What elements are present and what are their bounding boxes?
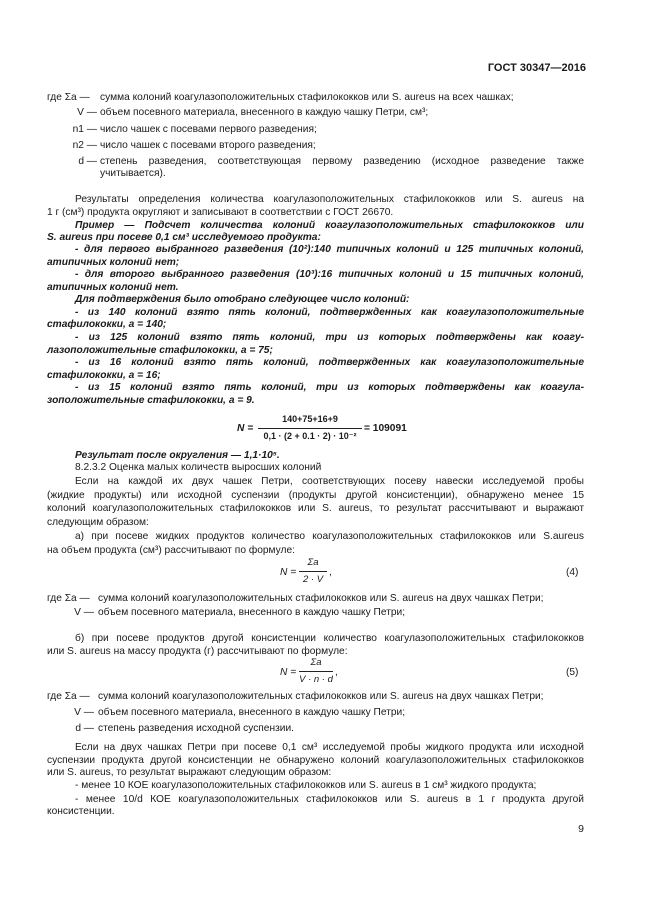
def-text: степень разведения, соответствующая первому разведению (исходное разведение также bbox=[100, 156, 584, 167]
formula-denominator: V · n · d bbox=[299, 674, 333, 685]
def-symbol: где Σa — bbox=[47, 691, 90, 702]
paragraph-line: консистенции. bbox=[47, 806, 115, 817]
paragraph-line: суспензии продукта другой консистенции не обнаружено колоний коагулазоположительных стафилококков bbox=[47, 755, 584, 766]
def-text: сумма колоний коагулазоположительных стафилококков или S. aureus на двух чашках Петри; bbox=[98, 691, 544, 702]
def-symbol: где Σa — bbox=[47, 593, 90, 604]
def-text: объем посевного материала, внесенного в каждую чашку Петри; bbox=[98, 607, 406, 618]
def-text: число чашек с посевами первого разведения; bbox=[100, 124, 317, 135]
paragraph-line: - менее 10 КОЕ коагулазоположительных стафилококков или S. aureus в 1 см³ жидкого продукта; bbox=[75, 780, 537, 791]
formula-numerator: Σa bbox=[310, 657, 322, 668]
example-line: стафилококки, a = 16; bbox=[47, 370, 161, 381]
section-title: 8.2.3.2 Оценка малых количеств выросших колоний bbox=[75, 462, 322, 473]
example-line: - из 125 колоний взято пять колоний, три из которых подтверждены как коагу- bbox=[75, 332, 584, 343]
example-line: S. aureus при посеве 0,1 см³ исследуемого продукта: bbox=[47, 232, 321, 243]
paragraph-line: Результаты определения количества коагулазоположительных стафилококков или S. aureus на bbox=[75, 194, 584, 205]
fraction-bar bbox=[299, 671, 333, 672]
example-line: Для подтверждения было отобрано следующее число колоний: bbox=[75, 294, 410, 305]
fraction-bar bbox=[258, 428, 362, 429]
example-line: - для первого выбранного разведения (10²):140 типичных колоний и 125 типичных колоний, bbox=[75, 244, 584, 255]
def-symbol: d — bbox=[78, 156, 97, 167]
example-line: - из 15 колоний взято пять колоний, три из которых подтверждены как коагула- bbox=[75, 382, 584, 393]
paragraph-line: (жидкие продукты) или исходной суспензии (продукты другой консистенции), обнаружено менее 15 bbox=[47, 490, 584, 501]
def-symbol: n2 — bbox=[72, 140, 97, 151]
paragraph-line: или S. aureus, то результат выражают следующим образом: bbox=[47, 767, 332, 778]
formula-lhs: N = bbox=[237, 423, 254, 434]
standard-header: ГОСТ 30347—2016 bbox=[487, 62, 586, 74]
paragraph-line: следующим образом: bbox=[47, 517, 149, 528]
formula-lhs: N = bbox=[280, 567, 297, 578]
example-line: атипичных колоний нет. bbox=[47, 282, 179, 293]
example-line: - из 16 колоний взято пять колоний, подтвержденных как коагулазоположительные bbox=[75, 357, 584, 368]
formula-numerator: 140+75+16+9 bbox=[282, 414, 338, 424]
def-text: степень разведения исходной суспензии. bbox=[98, 723, 294, 734]
def-text: объем посевного материала, внесенного в каждую чашку Петри, см³; bbox=[100, 107, 429, 118]
example-line: - из 140 колоний взято пять колоний, подтвержденных как коагулазоположительные bbox=[75, 307, 584, 318]
def-symbol: n1 — bbox=[72, 124, 97, 135]
example-line: стафилококки, a = 140; bbox=[47, 319, 167, 330]
paragraph-line: б) при посеве продуктов другой консистенции количество коагулазоположительных стафилококков bbox=[75, 633, 584, 644]
def-symbol: где Σa — bbox=[47, 92, 90, 103]
def-symbol: d — bbox=[75, 723, 94, 734]
page-number: 9 bbox=[578, 823, 584, 835]
formula-tail: , bbox=[335, 667, 338, 678]
formula-denominator: 0,1 · (2 + 0.1 · 2) · 10⁻² bbox=[263, 431, 357, 441]
example-line: атипичных колоний нет; bbox=[47, 257, 180, 268]
paragraph-line: на объем продукта (см³) рассчитывают по формуле: bbox=[47, 545, 295, 556]
formula-lhs: N = bbox=[280, 667, 297, 678]
paragraph-line: - менее 10/d КОЕ коагулазоположительных стафилококков или S. aureus в 1 г продукта другой bbox=[75, 794, 584, 805]
example-line: - для второго выбранного разведения (10³):16 типичных колоний и 15 типичных колоний, bbox=[75, 269, 584, 280]
example-line: зоположительные стафилококки, a = 9. bbox=[47, 395, 255, 406]
paragraph-line: а) при посеве жидких продуктов количество коагулазоположительных стафилококков или S.aureus bbox=[75, 531, 584, 542]
def-text: сумма колоний коагулазоположительных стафилококков или S. aureus на всех чашках; bbox=[100, 92, 514, 103]
paragraph-line: 1 г (см³) продукта округляют и записывают в соответствии с ГОСТ 26670. bbox=[47, 207, 394, 218]
paragraph-line: или S. aureus на массу продукта (г) рассчитывают по формуле: bbox=[47, 646, 348, 657]
formula-result: = 109091 bbox=[364, 423, 407, 434]
def-text: учитывается). bbox=[100, 168, 166, 179]
def-text: сумма колоний коагулазоположительных стафилококков или S. aureus на двух чашках Петри; bbox=[98, 593, 544, 604]
result-rounded: Результат после округления — 1,1·10⁵. bbox=[75, 450, 280, 461]
def-text: число чашек с посевами второго разведения; bbox=[100, 140, 316, 151]
fraction-bar bbox=[299, 571, 327, 572]
formula-number: (4) bbox=[566, 567, 579, 578]
def-symbol: V — bbox=[74, 607, 94, 618]
def-text: объем посевного материала, внесенного в каждую чашку Петри; bbox=[98, 707, 406, 718]
formula-number: (5) bbox=[566, 667, 579, 678]
formula-denominator: 2 · V bbox=[302, 574, 324, 585]
paragraph-line: Если на каждой их двух чашек Петри, соответствующих посеву навески исследуемой пробы bbox=[75, 476, 584, 487]
formula-tail: , bbox=[329, 567, 332, 578]
example-line: лазоположительные стафилококки, a = 75; bbox=[47, 345, 273, 356]
def-symbol: V — bbox=[77, 107, 97, 118]
def-symbol: V — bbox=[74, 707, 94, 718]
paragraph-line: Если на двух чашках Петри при посеве 0,1 см³ исследуемой пробы жидкого продукта или исходной bbox=[75, 742, 584, 753]
formula-numerator: Σa bbox=[307, 557, 319, 568]
paragraph-line: колоний коагулазоположительных стафилококков или S. aureus, то результат рассчитывают и выражают bbox=[47, 503, 584, 514]
example-line: Пример — Подсчет количества колоний коагулазоположительных стафилококков или bbox=[75, 220, 584, 231]
